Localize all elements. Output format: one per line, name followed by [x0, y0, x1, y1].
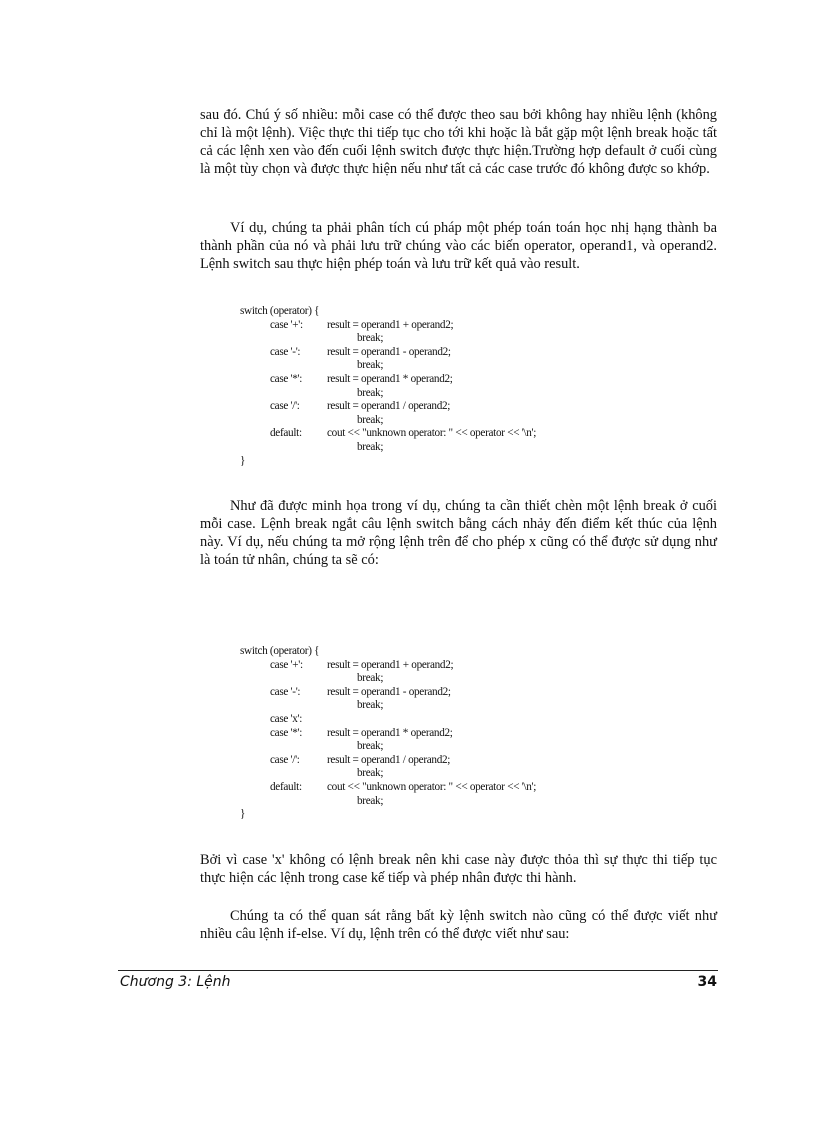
- code-case-label: case '*':: [270, 372, 303, 385]
- code-default-label: default:: [270, 427, 302, 440]
- code-break: break;: [357, 740, 384, 753]
- paragraph-case-explanation: sau đó. Chú ý số nhiều: mỗi case có thể được theo sau bởi không hay nhiều lệnh (không chỉ là một lệnh). Việc thực thi tiếp tục cho tới khi hoặc là bắt gặp một lệnh break hoặc tất cả các lệnh xen vào đến cuối lệnh switch được thực hiện.Trường hợp default ở cuối cùng là một tùy chọn và được thực hiện nếu như tất cả các case trước đó không được so khớp.: [200, 107, 717, 177]
- code-case-label: case '+':: [270, 318, 303, 331]
- code-statement: result = operand1 * operand2;: [327, 726, 453, 739]
- footer-divider: [118, 970, 718, 971]
- code-line: switch (operator) {: [240, 305, 320, 317]
- paragraph-break-explanation: Như đã được minh họa trong ví dụ, chúng ta cần thiết chèn một lệnh break ở cuối mỗi case. Lệnh break ngắt câu lệnh switch bằng cách nhảy đến điểm kết thúc của lệnh này. Ví dụ, nếu chúng ta mở rộng lệnh trên để cho phép x cũng có thể được sử dụng như là toán tử nhân, chúng ta sẽ có:: [200, 498, 717, 568]
- footer-page-number: 34: [697, 974, 717, 990]
- code-default-label: default:: [270, 780, 302, 793]
- code-case-label: case '/':: [270, 400, 300, 413]
- code-statement: result = operand1 * operand2;: [327, 372, 453, 385]
- code-break: break;: [357, 359, 384, 372]
- footer-chapter-title: Chương 3: Lệnh: [120, 974, 231, 990]
- code-statement: result = operand1 / operand2;: [327, 753, 451, 766]
- code-break: break;: [357, 440, 384, 453]
- code-statement: result = operand1 + operand2;: [327, 318, 454, 331]
- code-statement: result = operand1 - operand2;: [327, 685, 451, 698]
- code-break: break;: [357, 332, 384, 345]
- code-break: break;: [357, 672, 384, 685]
- code-case-label: case '*':: [270, 726, 303, 739]
- code-statement: result = operand1 / operand2;: [327, 400, 451, 413]
- code-line: }: [240, 808, 246, 821]
- code-case-label: case '-':: [270, 685, 301, 698]
- code-line: switch (operator) {: [240, 645, 320, 657]
- code-case-label: case 'x':: [270, 712, 303, 725]
- code-break: break;: [357, 699, 384, 712]
- code-case-label: case '/':: [270, 753, 300, 766]
- code-statement: result = operand1 - operand2;: [327, 345, 451, 358]
- code-statement: cout << "unknown operator: " << operator << '\n';: [327, 427, 537, 440]
- code-statement: cout << "unknown operator: " << operator << '\n';: [327, 780, 537, 793]
- code-case-label: case '-':: [270, 345, 301, 358]
- code-block-switch-1: [240, 305, 640, 468]
- code-break: break;: [357, 794, 384, 807]
- code-line: }: [240, 454, 246, 467]
- paragraph-fallthrough-explanation: Bởi vì case 'x' không có lệnh break nên khi case này được thỏa thì sự thực thi tiếp tục thực hiện các lệnh trong case kế tiếp và phép nhân được thi hành.: [200, 852, 717, 886]
- code-block-switch-2: [240, 645, 640, 822]
- paragraph-if-else-intro: Chúng ta có thể quan sát rằng bất kỳ lệnh switch nào cũng có thể được viết như nhiều câu lệnh if-else. Ví dụ, lệnh trên có thể được viết như sau:: [200, 908, 717, 942]
- code-break: break;: [357, 386, 384, 399]
- code-statement: result = operand1 + operand2;: [327, 658, 454, 671]
- paragraph-example-intro: Ví dụ, chúng ta phải phân tích cú pháp một phép toán toán học nhị hạng thành ba thành phần của nó và phải lưu trữ chúng vào các biến operator, operand1, và operand2. Lệnh switch sau thực hiện phép toán và lưu trữ kết quả vào result.: [200, 220, 717, 272]
- code-case-label: case '+':: [270, 658, 303, 671]
- code-break: break;: [357, 413, 384, 426]
- code-break: break;: [357, 767, 384, 780]
